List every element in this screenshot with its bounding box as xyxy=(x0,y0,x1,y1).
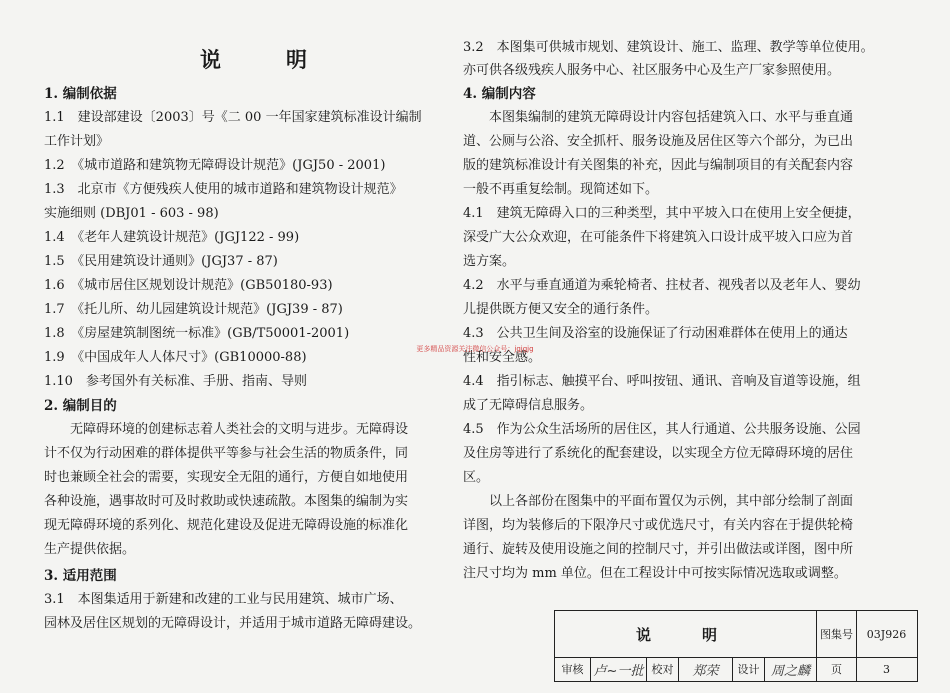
text-line: 现无障碍环境的系列化、规范化建设及促进无障碍设施的标准化 xyxy=(44,518,409,533)
review-signature: 卢~一批 xyxy=(593,663,644,679)
text-line: 深受广大公众欢迎，在可能条件下将建筑入口设计成平坡入口应为首 xyxy=(463,230,854,245)
text-line: 版的建筑标准设计有关图集的补充，因此与编制项目的有关配套内容 xyxy=(463,158,854,173)
text-line: 1.3 北京市《方便残疾人使用的城市道路和建筑物设计规范》 xyxy=(44,182,403,197)
text-line: 无障碍环境的创建标志着人类社会的文明与进步。无障碍设 xyxy=(44,422,409,437)
text-line: 注尺寸均为 mm 单位。但在工程设计中可按实际情况选取或调整。 xyxy=(463,566,847,581)
text-line: 选方案。 xyxy=(463,254,516,269)
text-line: 通行、旋转及使用设施之间的控制尺寸，并引出做法或详图，图中所 xyxy=(463,542,854,557)
text-line: 4.5 作为公众生活场所的居住区，其人行通道、公共服务设施、公园 xyxy=(463,422,861,437)
section-heading: 2. 编制目的 xyxy=(44,398,117,414)
title-block-row-top xyxy=(555,611,917,658)
watermark-text: 更多精品资源关注微信公众号：jgjgjg xyxy=(416,345,534,353)
text-line: 成了无障碍信息服务。 xyxy=(463,398,594,413)
page-number-cell xyxy=(857,657,916,681)
text-line: 工作计划》 xyxy=(44,134,110,149)
text-line: 1.7 《托儿所、幼儿园建筑设计规范》(JGJ39 - 87) xyxy=(44,302,343,317)
design-label: 设计 xyxy=(737,663,760,676)
section-heading: 4. 编制内容 xyxy=(463,86,536,102)
review-label-cell xyxy=(555,657,591,681)
text-line: 1.2 《城市道路和建筑物无障碍设计规范》(JGJ50 - 2001) xyxy=(44,158,386,173)
text-line: 1.6 《城市居住区规划设计规范》(GB50180-93) xyxy=(44,278,333,293)
text-line: 实施细则 (DBJ01 - 603 - 98) xyxy=(44,206,219,221)
atlas-label: 图集号 xyxy=(820,628,853,641)
text-line: 3.1 本图集适用于新建和改建的工业与民用建筑、城市广场、 xyxy=(44,592,403,607)
text-line: 本图集编制的建筑无障碍设计内容包括建筑入口、水平与垂直通 xyxy=(463,110,854,125)
review-signature-cell xyxy=(591,657,647,681)
section-heading: 1. 编制依据 xyxy=(44,86,117,102)
text-line: 4.2 水平与垂直通道为乘轮椅者、拄杖者、视残者以及老年人、婴幼 xyxy=(463,278,861,293)
text-line: 各种设施，遇事故时可及时救助或快速疏散。本图集的编制为实 xyxy=(44,494,409,509)
text-line: 及住房等进行了系统化的配套建设，以实现全方位无障碍环境的居住 xyxy=(463,446,854,461)
design-label-cell xyxy=(733,657,765,681)
text-line: 1.5 《民用建筑设计通则》(JGJ37 - 87) xyxy=(44,254,278,269)
text-line: 1.4 《老年人建筑设计规范》(JGJ122 - 99) xyxy=(44,230,300,245)
text-line: 计不仅为行动困难的群体提供平等参与社会生活的物质条件，同 xyxy=(44,446,409,461)
design-signature: 周之麟 xyxy=(770,663,810,679)
text-line: 1.8 《房屋建筑制图统一标准》(GB/T50001-2001) xyxy=(44,326,350,341)
check-signature-cell xyxy=(679,657,733,681)
text-line: 以上各部份在图集中的平面布置仅为示例，其中部分绘制了剖面 xyxy=(463,494,854,509)
text-line: 儿提供既方便又安全的通行条件。 xyxy=(463,302,659,317)
text-line: 一般不再重复绘制。现简述如下。 xyxy=(463,182,659,197)
text-line: 1.10 参考国外有关标准、手册、指南、导则 xyxy=(44,374,307,389)
page-label: 页 xyxy=(831,663,842,676)
text-line: 道、公厕与公浴、安全抓杆、服务设施及居住区等六个部分，为已出 xyxy=(463,134,854,149)
text-line: 1.9 《中国成年人人体尺寸》(GB10000-88) xyxy=(44,350,307,365)
text-line: 区。 xyxy=(463,470,490,485)
drawing-name: 说 明 xyxy=(635,625,735,644)
text-line: 4.1 建筑无障碍入口的三种类型，其中平坡入口在使用上安全便捷， xyxy=(463,206,861,221)
design-signature-cell xyxy=(765,657,817,681)
text-line: 园林及居住区规划的无障碍设计，并适用于城市道路无障碍建设。 xyxy=(44,616,422,631)
text-line: 详图，均为装修后的下限净尺寸或优选尺寸，有关内容在于提供轮椅 xyxy=(463,518,854,533)
text-line: 时也兼顾全社会的需要，实现安全无阻的通行，方便自如地使用 xyxy=(44,470,409,485)
text-line: 3.2 本图集可供城市规划、建筑设计、施工、监理、教学等单位使用。 xyxy=(463,40,874,55)
atlas-number-cell xyxy=(857,611,916,657)
section-heading: 3. 适用范围 xyxy=(44,568,117,584)
text-line: 4.4 指引标志、触摸平台、呼叫按钮、通讯、音响及盲道等设施，组 xyxy=(463,374,861,389)
review-label: 审核 xyxy=(561,663,584,676)
check-label-cell xyxy=(647,657,679,681)
page-title: 说 明 xyxy=(200,47,329,72)
text-line: 亦可供各级残疾人服务中心、社区服务中心及生产厂家参照使用。 xyxy=(463,63,841,78)
text-line: 4.3 公共卫生间及浴室的设施保证了行动困难群体在使用上的通达 xyxy=(463,326,848,341)
atlas-label-cell xyxy=(817,611,857,657)
atlas-number: 03J926 xyxy=(866,627,907,641)
page-number: 3 xyxy=(883,662,890,676)
check-label: 校对 xyxy=(651,663,674,676)
text-line: 1.1 建设部建设〔2003〕号《二 00 一年国家建筑标准设计编制 xyxy=(44,110,422,125)
check-signature: 郑荣 xyxy=(692,663,719,679)
title-block-row-bottom xyxy=(555,657,917,681)
title-block xyxy=(554,610,918,682)
text-line: 性和安全感。 xyxy=(463,350,542,365)
drawing-name-cell xyxy=(555,611,817,657)
text-line: 生产提供依据。 xyxy=(44,542,136,557)
page-label-cell xyxy=(817,657,857,681)
